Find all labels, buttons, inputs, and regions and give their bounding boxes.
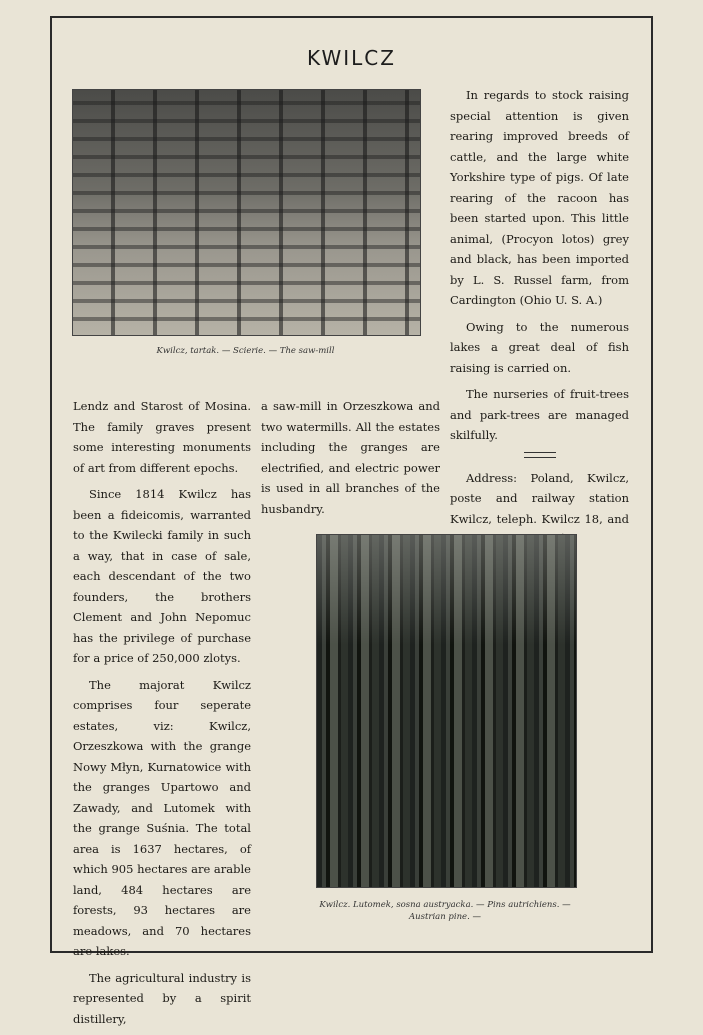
paragraph: The majorat Kwilcz comprises four seperate estates, viz: Kwilcz, Orzeszkowa with the grange Nowy Młyn, Kurnatowice with the granges Upartowo and Zawady, and Lutomek with the grange Suśnia. The total area is 1637 hectares, of which 905 hectares are arable land, 484 hectares are forests, 93 hectares are meadows, and 70 hectares are lakes.	[73, 677, 251, 958]
sawmill-caption: Kwilcz, tartak. — Scierie. — The saw-mill	[156, 346, 335, 356]
forest-caption-line-2: Austrian pine. —	[409, 912, 481, 922]
forest-caption	[300, 899, 590, 923]
paragraph: Owing to the numerous lakes a great deal of fish raising is carried on.	[450, 319, 629, 375]
address-paragraph: Address: Poland, Kwilcz, poste and railway station Kwilcz, teleph. Kwilcz 18, and	[450, 470, 629, 526]
paragraph: The nurseries of fruit-trees and park-trees are managed skilfully.	[450, 387, 629, 442]
text-column-2	[261, 396, 440, 525]
text-column-3	[450, 85, 629, 572]
forest-photo	[316, 534, 577, 888]
paragraph: a saw-mill in Orzeszkowa and two watermills. All the estates including the granges are electrified, and electric power is used in all branches of the husbandry.	[261, 399, 440, 516]
paragraph: The agricultural industry is represented by a spirit distillery,	[73, 970, 251, 1026]
paragraph: Since 1814 Kwilcz has been a fideicomis, warranted to the Kwilecki family in such a way, that in case of sale, each descendant of the two founders, the brothers Clement and John Nepomuc has the privilege of purchase for a price of 250,000 zlotys.	[73, 487, 251, 665]
divider	[524, 452, 556, 458]
text-column-1	[73, 396, 251, 1035]
page-title: KWILCZ	[307, 46, 396, 70]
sawmill-photo	[72, 89, 421, 336]
paragraph: In regards to stock raising special attention is given rearing improved breeds of cattle, and the large white Yorkshire type of pigs. Of late rearing of the racoon has been started upon. This little animal, (Procyon lotos) grey and black, has been imported by L. S. Russel farm, from Cardington (Ohio U. S. A.)	[450, 88, 629, 307]
paragraph: Lendz and Starost of Mosina. The family graves present some interesting monuments of art from different epochs.	[73, 399, 251, 475]
forest-caption-line-1: Kwilcz. Lutomek, sosna austryacka. — Pins autrichiens. —	[319, 900, 571, 910]
